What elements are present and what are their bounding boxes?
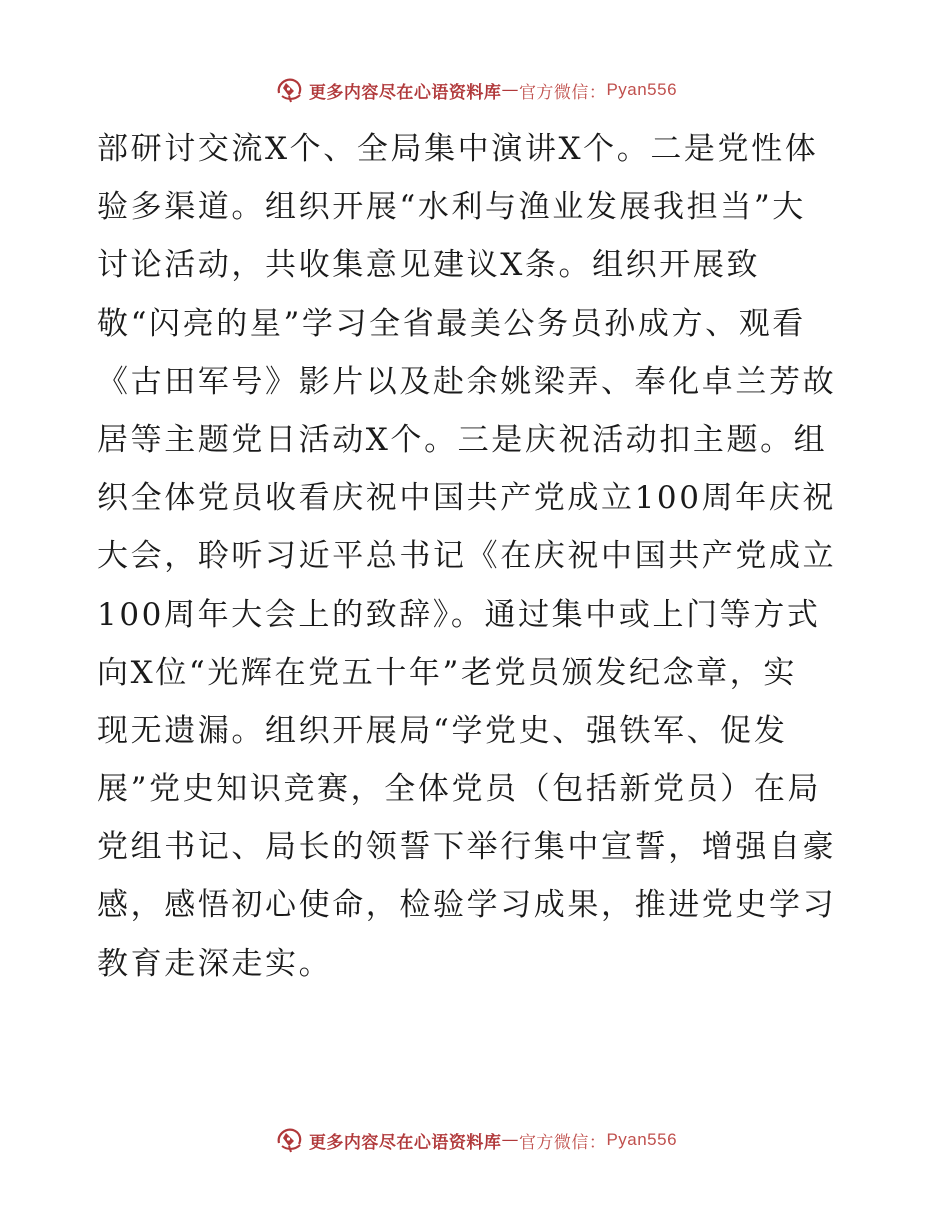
watermark-wechat-id: Pyan556 xyxy=(606,80,678,99)
watermark-site-text: 更多内容尽在心语资料库 xyxy=(308,1132,502,1153)
paragraph-line: 大会，聆听习近平总书记《在庆祝中国共产党成立 xyxy=(97,538,837,575)
body-paragraph xyxy=(97,120,857,993)
paragraph-line: 感，感悟初心使命，检验学习成果，推进党史学习 xyxy=(97,887,837,924)
paragraph-line: 验多渠道。组织开展“水利与渔业发展我担当”大 xyxy=(97,189,806,226)
footer-watermark xyxy=(0,1123,950,1157)
paragraph-line: 织全体党员收看庆祝中国共产党成立100周年庆祝 xyxy=(97,480,836,517)
watermark-separator: — xyxy=(501,80,519,100)
paragraph-line: 敬“闪亮的星”学习全省最美公务员孙成方、观看 xyxy=(97,305,806,342)
paragraph-line: 《古田军号》影片以及赴余姚梁弄、奉化卓兰芳故 xyxy=(97,363,837,400)
paragraph-line: 向X位“光辉在党五十年”老党员颁发纪念章，实 xyxy=(97,654,797,691)
paragraph-line: 党组书记、局长的领誓下举行集中宣誓，增强自豪 xyxy=(97,829,837,866)
paragraph-line: 100周年大会上的致辞》。通过集中或上门等方式 xyxy=(97,596,821,633)
paragraph-line: 居等主题党日活动X个。三是庆祝活动扣主题。组 xyxy=(97,421,828,458)
paragraph-line: 讨论活动，共收集意见建议X条。组织开展致 xyxy=(97,247,761,284)
watermark-wechat-id: Pyan556 xyxy=(606,1130,678,1149)
watermark-separator: — xyxy=(501,1130,519,1150)
watermark-wechat-label: 官方微信： xyxy=(518,1132,607,1153)
pen-nib-logo-icon xyxy=(273,1123,307,1157)
watermark-site-text: 更多内容尽在心语资料库 xyxy=(308,82,502,103)
paragraph-line: 教育走深走实。 xyxy=(97,945,333,982)
paragraph-line: 展”党史知识竞赛，全体党员（包括新党员）在局 xyxy=(97,771,822,808)
paragraph-line: 现无遗漏。组织开展局“学党史、强铁军、促发 xyxy=(97,712,788,749)
header-watermark xyxy=(0,73,950,107)
paragraph-line: 部研讨交流X个、全局集中演讲X个。二是党性体 xyxy=(97,131,819,167)
watermark-wechat-label: 官方微信： xyxy=(518,82,607,103)
pen-nib-logo-icon xyxy=(273,73,307,107)
